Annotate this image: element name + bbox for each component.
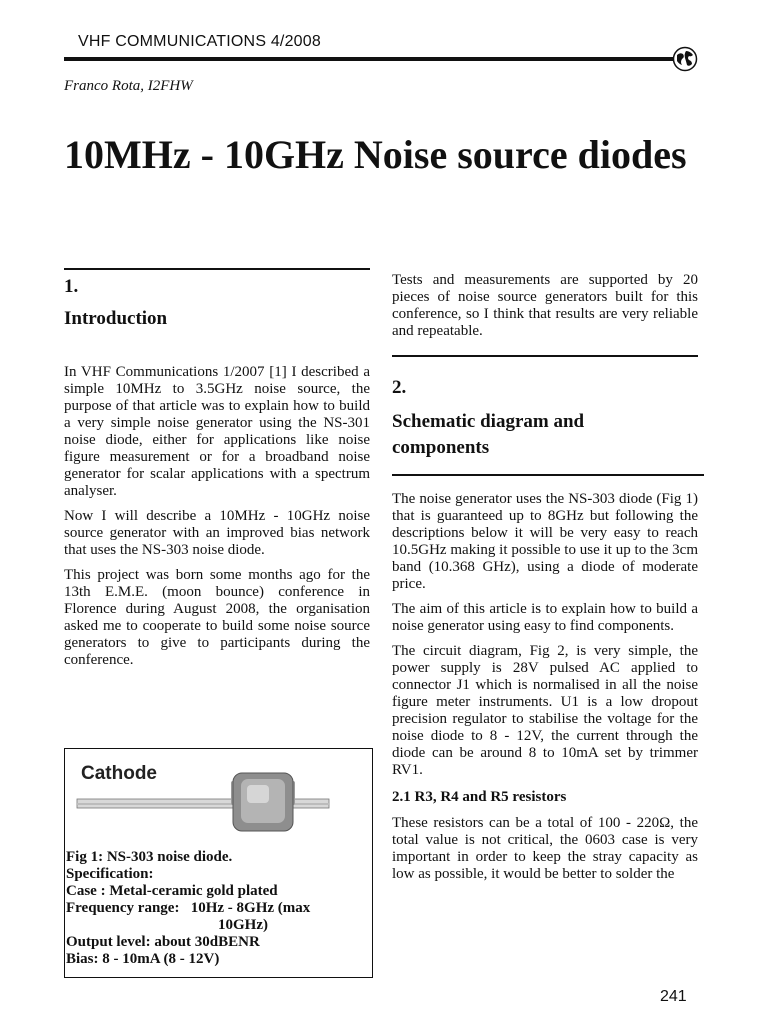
section-title: Schematic diagram and [392, 410, 585, 432]
paragraph: The noise generator uses the NS-303 diode (Fig 1) that is guaranteed up to 8GHz but following the descriptions below it will be very easy to reach 10.5GHz making it possible to use it up to the 3cm band (10.368 GHz), using a diode of moderate price. [392, 491, 698, 592]
figure-image-label: Cathode [81, 763, 157, 784]
figure-caption [66, 849, 371, 968]
section-number: 2. [392, 376, 407, 398]
section-number: 1. [64, 275, 79, 297]
section-rule [64, 268, 370, 270]
paragraph: This project was born some months ago for the 13th E.M.E. (moon bounce) conference in Florence during August 2008, the organisation asked me to cooperate to build some noise source generators to give to participants during the conference. [64, 567, 370, 668]
caption-line: Frequency range: 10Hz - 8GHz (max [66, 900, 311, 916]
caption-line: Output level: about 30dBENR [66, 934, 260, 950]
section-rule [392, 355, 698, 357]
header-rule [64, 57, 676, 61]
caption-line: Specification: [66, 866, 154, 882]
right-intro [392, 272, 698, 340]
paragraph: These resistors can be a total of 100 - 220Ω, the total value is not critical, the 0603 case is very important in order to keep the stray capacity as low as possible, it would be better to solder the [392, 815, 698, 882]
author-byline: Franco Rota, I2FHW [64, 78, 193, 94]
figure-1 [64, 748, 373, 978]
caption-line: Bias: 8 - 10mA (8 - 12V) [66, 951, 220, 967]
section-1-body [64, 364, 370, 669]
noise-diode-photo [71, 755, 364, 848]
section-1-heading [64, 268, 370, 332]
paragraph: Tests and measurements are supported by 20 pieces of noise source generators built for this conference, so I think that results are very reliable and repeatable. [392, 272, 698, 339]
globe-icon [672, 46, 698, 72]
section-2-body [392, 491, 698, 883]
paragraph: Now I will describe a 10MHz - 10GHz noise source generator with an improved bias network that uses the NS-303 noise diode. [64, 508, 370, 558]
subsection-heading: 2.1 R3, R4 and R5 resistors [392, 789, 567, 805]
page-number: 241 [660, 988, 687, 1005]
section-title: components [392, 436, 490, 458]
section-rule [392, 474, 704, 476]
caption-line: 10GHz) [218, 917, 268, 933]
article-title: 10MHz - 10GHz Noise source diodes [64, 132, 687, 177]
caption-line: Case : Metal-ceramic gold plated [66, 883, 278, 899]
paragraph: The aim of this article is to explain how to build a noise generator using easy to find components. [392, 601, 698, 634]
paragraph: The circuit diagram, Fig 2, is very simple, the power supply is 28V pulsed AC applied to connector J1 which is normalised in all the noise figure meter instruments. U1 is a low dropout precision regulator to stabilise the voltage for the noise diode to 8 - 12V, the current through the diode can be around 8 to 10mA set by trimmer RV1. [392, 643, 698, 778]
paragraph: In VHF Communications 1/2007 [1] I described a simple 10MHz to 3.5GHz noise source, the purpose of that article was to explain how to build a very simple noise generator using the NS-301 noise diode, either for applications like noise figure measurement or for a broadband noise generator for scalar applications with a spectrum analyser. [64, 364, 370, 499]
running-header: VHF COMMUNICATIONS 4/2008 [78, 33, 321, 50]
caption-line: Fig 1: NS-303 noise diode. [66, 849, 233, 865]
section-2-heading [392, 355, 698, 461]
section-title: Introduction [64, 307, 168, 329]
